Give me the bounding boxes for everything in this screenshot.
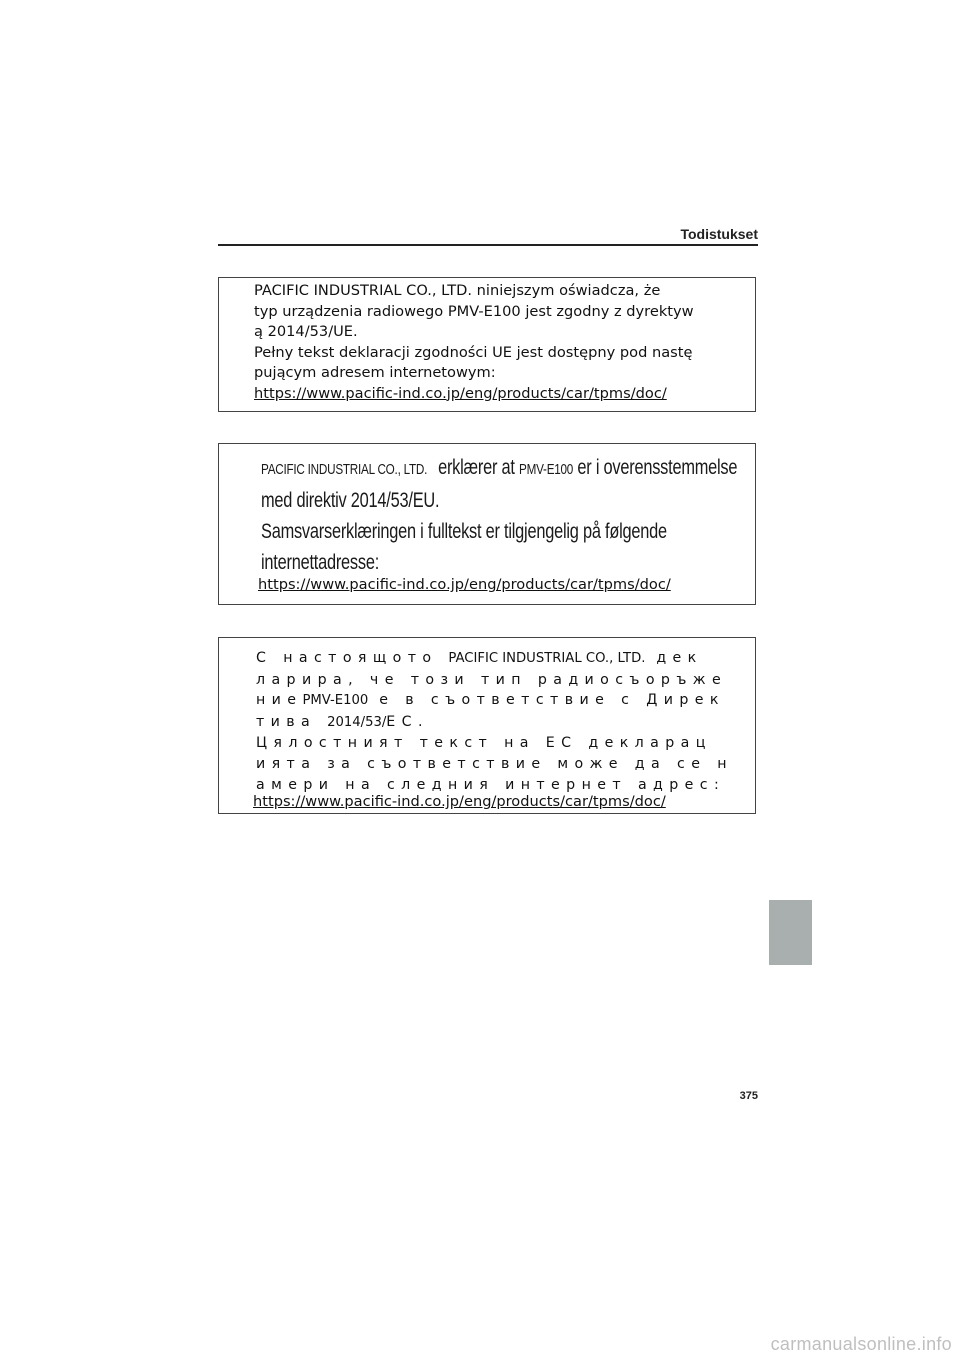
section-title: Todistukset bbox=[680, 226, 758, 242]
declaration-line: амери на следния интернет адрес: bbox=[256, 776, 726, 793]
declaration-line: Цялостният текст на ЕС декларац bbox=[256, 735, 712, 752]
declaration-box-polish bbox=[218, 277, 756, 412]
text-fragment: С настоящото bbox=[256, 650, 438, 666]
directive-number: 2014/53/ bbox=[327, 714, 387, 730]
text-fragment: тива bbox=[256, 713, 317, 730]
declaration-text-norwegian bbox=[258, 452, 751, 593]
declaration-line bbox=[256, 712, 736, 734]
model-name: PMV-E100 bbox=[302, 693, 369, 709]
declaration-line: typ urządzenia radiowego PMV-E100 jest zgodny z dyrektyw bbox=[254, 302, 694, 320]
text-fragment: ЕС. bbox=[386, 713, 429, 730]
declaration-url-link[interactable]: https://www.pacific-ind.co.jp/eng/products/car/tpms/doc/ bbox=[254, 384, 667, 402]
declaration-text-bulgarian bbox=[253, 648, 736, 810]
declaration-line: PACIFIC INDUSTRIAL CO., LTD. niniejszym oświadcza, że bbox=[254, 282, 661, 299]
declaration-line: med direktiv 2014/53/EU. bbox=[261, 489, 440, 512]
declaration-url-link[interactable]: https://www.pacific-ind.co.jp/eng/products/car/tpms/doc/ bbox=[258, 576, 671, 593]
model-name: PMV-E100 bbox=[519, 461, 574, 478]
page-number: 375 bbox=[739, 1090, 758, 1102]
declaration-conformity: er i overensstemmelse bbox=[577, 456, 738, 479]
declaration-line: Pełny tekst deklaracji zgodności UE jest dostępny pod nastę bbox=[254, 343, 693, 361]
declaration-line: Samsvarserklæringen i fulltekst er tilgjengelig på følgende bbox=[261, 520, 667, 543]
declaration-line bbox=[256, 690, 736, 712]
watermark-text: carmanualsonline.info bbox=[770, 1334, 952, 1354]
declaration-box-bulgarian bbox=[218, 637, 756, 814]
declaration-line: internettadresse: bbox=[261, 551, 380, 574]
declaration-line: ą 2014/53/UE. bbox=[254, 323, 358, 340]
declaration-line: pującym adresem internetowym: bbox=[254, 364, 496, 381]
declaration-url-link[interactable]: https://www.pacific-ind.co.jp/eng/products/car/tpms/doc/ bbox=[253, 793, 666, 810]
text-fragment: дек bbox=[656, 650, 703, 666]
declaration-line bbox=[261, 452, 738, 485]
company-name: PACIFIC INDUSTRIAL CO., LTD. bbox=[448, 651, 646, 666]
declaration-verb: erklærer at bbox=[438, 456, 515, 479]
declaration-line: ларира, че този тип радиосъоръже bbox=[256, 671, 728, 688]
company-name: PACIFIC INDUSTRIAL CO., LTD. bbox=[261, 461, 428, 478]
header-divider bbox=[218, 244, 758, 246]
text-fragment: ние bbox=[256, 692, 303, 709]
chapter-tab bbox=[769, 900, 812, 965]
text-fragment: е в съответствие с Дирек bbox=[379, 692, 725, 709]
declaration-line: ията за съответствие може да се н bbox=[256, 755, 733, 772]
declaration-line bbox=[256, 648, 736, 670]
declaration-box-norwegian bbox=[218, 443, 756, 605]
declaration-text-polish bbox=[254, 281, 754, 404]
